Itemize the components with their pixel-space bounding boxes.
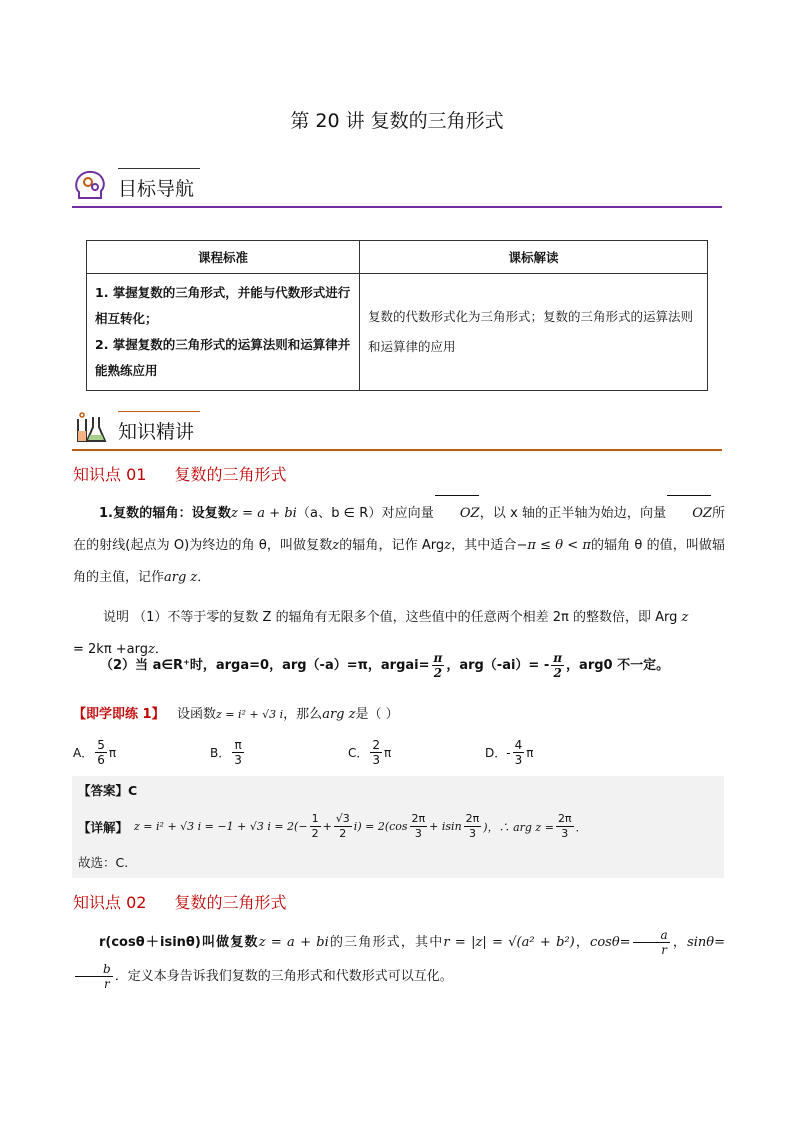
denominator: 3 (514, 753, 523, 767)
option-letter: B． (210, 746, 231, 760)
fraction (334, 812, 352, 841)
text: 的辐角，记作 Arg (339, 538, 445, 553)
section-divider (72, 449, 722, 451)
section-divider (72, 206, 722, 208)
option-a[interactable] (73, 738, 116, 767)
standard-item: 1. 掌握复数的三角形式，并能与代数形式进行相互转化； (95, 285, 351, 326)
fraction (633, 928, 670, 957)
note-label: 说明 (103, 610, 130, 625)
text: 的辐角 θ 的值，叫做辐角的主值，记作 (73, 538, 725, 585)
fraction (432, 651, 445, 680)
table-header: 课标解读 (360, 241, 708, 274)
table-cell-interpretation: 复数的代数形式化为三角形式；复数的三角形式的运算法则和运算律的应用 (360, 274, 708, 391)
text: ， (671, 935, 688, 950)
math: z (332, 538, 340, 553)
math: z (681, 610, 689, 625)
argument-note-2 (100, 650, 720, 682)
standards-table (86, 240, 708, 391)
detail-line: 【详解】 z = i² + √3 i = −1 + √3 i = 2(− $\frac{1}{2}$ + $\frac{√3}{2}$ i) = 2(cos $\frac{2\pi}{3}$ + isin $\frac{2\pi}{3}$ )，∴ arg z = $\frac{2\pi}{3}$ ． (78, 812, 587, 840)
numerator: √3 (335, 812, 350, 825)
text: ，arg0 不一定。 (566, 658, 670, 673)
section-label: 目标导航 (118, 178, 195, 200)
text: 设函数 (176, 707, 216, 722)
math: z (444, 538, 452, 553)
denominator: 3 (414, 827, 422, 840)
option-letter: C． (348, 746, 369, 760)
conclusion: 故选：C. (78, 855, 129, 870)
text: ， (574, 935, 591, 950)
answer-line (78, 781, 137, 799)
math: cosθ= (590, 935, 631, 950)
text: ，其中适合 (451, 538, 517, 553)
option-letter: A． (73, 746, 94, 760)
kp-name: 复数的三角形式 (174, 465, 287, 484)
answer-label: 【答案】 (78, 783, 129, 798)
math: arg z (164, 570, 198, 585)
practice-question (73, 699, 725, 731)
denominator: r (661, 943, 667, 957)
math: z (148, 642, 155, 657)
math: + isin (429, 820, 462, 833)
vector-oz: OZ (434, 498, 480, 530)
text: （2）当 a∈R⁺时，arga=0，arg（-a）=π，argai= (100, 658, 430, 673)
numerator: 2π (557, 812, 572, 825)
knowledge-point-heading (73, 890, 286, 913)
denominator: 2 (311, 827, 319, 840)
fraction (370, 738, 382, 767)
practice-tag: 【即学即练 1】 (73, 707, 165, 722)
text: （1）不等于零的复数 Z 的辐角有无限多个值，这些值中的任意两个相差 2π 的整数倍，即 Arg (133, 610, 678, 625)
numerator: π (433, 651, 443, 665)
answer-value: C (128, 783, 138, 798)
standard-item: 2. 掌握复数的三角形式的运算法则和运算律并能熟练应用 (95, 337, 351, 378)
section-label: 知识精讲 (118, 421, 195, 443)
denominator: 2 (553, 666, 562, 680)
text: 1.复数的辐角：设复数 (99, 506, 232, 521)
option-b[interactable] (210, 738, 246, 767)
section-header-nav (72, 164, 722, 208)
option-c[interactable] (348, 738, 391, 767)
math: )，∴ arg z = (483, 820, 554, 834)
denominator: 6 (97, 753, 105, 767)
kp-name: 复数的三角形式 (174, 893, 287, 912)
text: 所在的射线(起点为 O)为终边的角 θ，叫做复数 (73, 506, 725, 553)
math: −π ≤ θ < π (516, 538, 591, 553)
section-header-knowledge (72, 407, 722, 451)
numerator: a (633, 928, 670, 943)
denominator: r (103, 977, 110, 991)
fraction (513, 738, 525, 767)
table-cell-standards (87, 274, 360, 391)
kp-number: 知识点 01 (73, 465, 147, 484)
math: z = i² + √3 i = −1 + √3 i = 2(− (134, 820, 308, 833)
option-suffix: π (526, 745, 534, 760)
numerator: 2π (465, 812, 480, 825)
fraction (95, 738, 107, 767)
text: （a、b ∈ R）对应向量 (296, 506, 434, 521)
denominator: 3 (561, 827, 569, 840)
text: 的三角形式，其中 (328, 935, 444, 950)
option-letter: D． (485, 746, 507, 760)
numerator: π (553, 651, 563, 665)
math: z = i² + √3 i (216, 708, 284, 721)
denominator: 2 (339, 827, 347, 840)
math: sinθ= (687, 935, 725, 950)
fraction (310, 812, 321, 841)
numerator: 2π (411, 812, 426, 825)
math: i) = 2(cos (353, 820, 408, 833)
numerator: 4 (514, 738, 523, 752)
lab-flask-icon (72, 411, 108, 447)
table-header: 课程标准 (87, 241, 360, 274)
fraction (464, 812, 482, 841)
text: r(cosθ＋isinθ)叫做复数 (99, 935, 259, 950)
numerator: 1 (311, 812, 319, 825)
fraction (551, 651, 564, 680)
option-sign: - (506, 745, 511, 760)
denominator: 3 (372, 753, 381, 767)
knowledge-point-heading (73, 462, 286, 485)
page-title: 第 20 讲 复数的三角形式 (290, 110, 504, 132)
head-gears-icon (72, 168, 108, 204)
kp-number: 知识点 02 (73, 893, 147, 912)
option-suffix: π (108, 745, 117, 760)
argument-definition (73, 498, 725, 594)
text: ． (575, 820, 587, 834)
text: ．定义本身告诉我们复数的三角形式和代数形式可以互化。 (114, 969, 453, 984)
text: 是（ ） (355, 707, 399, 722)
vector-oz: OZ (666, 498, 712, 530)
math: z = a + bi (231, 506, 297, 521)
numerator: 2 (372, 738, 381, 752)
detail-label: 【详解】 (78, 819, 129, 835)
denominator: 3 (234, 753, 242, 767)
math: z = a + bi (258, 935, 329, 950)
option-suffix: π (384, 745, 392, 760)
text: ． (197, 570, 211, 585)
numerator: b (75, 962, 113, 977)
trig-form-definition (73, 926, 725, 994)
text: = 2kπ +arg (73, 642, 149, 657)
fraction (232, 738, 244, 767)
math: arg z (322, 707, 356, 722)
text: ，以 x 轴的正半轴为始边，向量 (479, 506, 667, 521)
fraction (75, 962, 113, 991)
fraction (556, 812, 574, 841)
numerator: π (234, 738, 242, 752)
answer-options (73, 738, 723, 774)
fraction (410, 812, 428, 841)
text: ． (154, 642, 168, 657)
math: r = |z| = √(a² + b²) (443, 935, 575, 950)
text: ，那么 (283, 707, 323, 722)
numerator: 5 (97, 738, 105, 752)
text: ，arg（-ai）= - (446, 658, 550, 673)
denominator: 3 (468, 827, 476, 840)
denominator: 2 (433, 666, 443, 680)
option-d[interactable] (485, 738, 533, 767)
